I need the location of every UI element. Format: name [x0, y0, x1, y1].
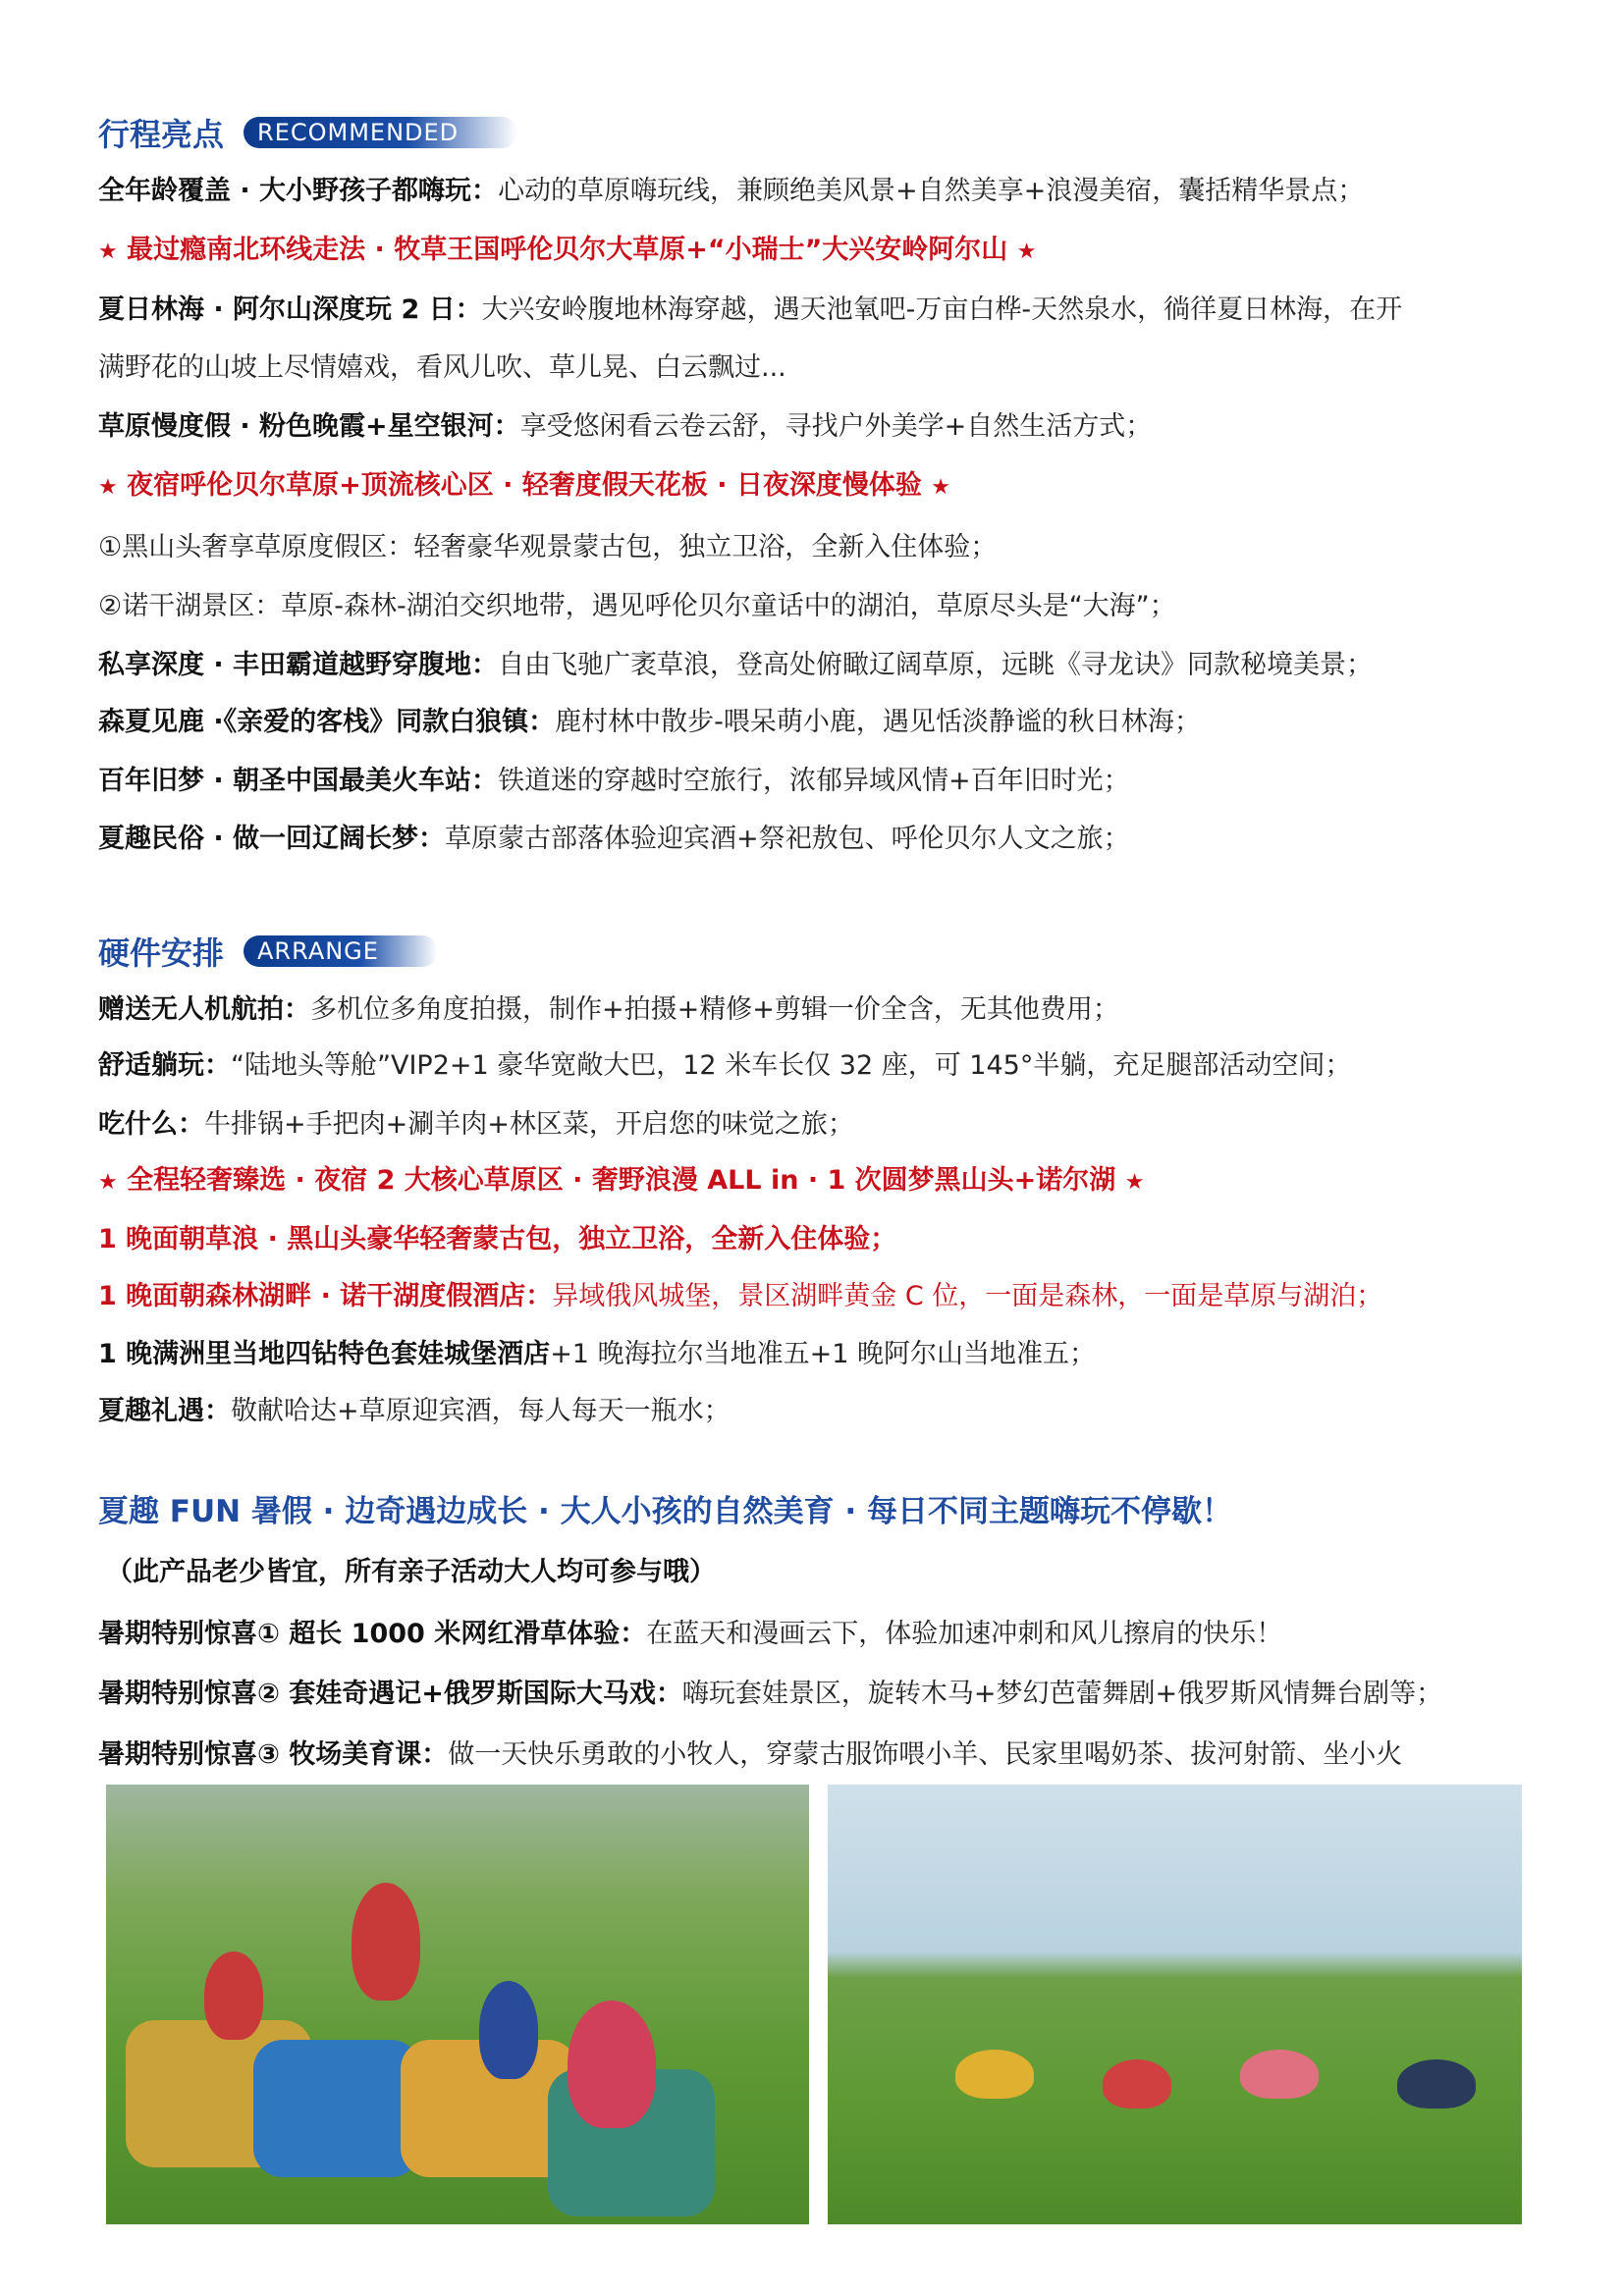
- line-lead: 1 晚满洲里当地四钻特色套娃城堡酒店: [98, 1339, 551, 1369]
- line-text: 1 晚面朝草浪 · 黑山头豪华轻奢蒙古包，独立卫浴，全新入住体验；: [98, 1224, 897, 1255]
- summer-line: [98, 1675, 1442, 1714]
- highlight-line: [98, 172, 1364, 211]
- line-lead: 赠送无人机航拍：: [98, 994, 310, 1025]
- highlight-line: [98, 646, 1373, 685]
- line-lead: 百年旧梦 · 朝圣中国最美火车站：: [98, 766, 499, 796]
- highlight-line: [98, 291, 1402, 330]
- line-text: 嗨玩套娃景区，旋转木马+梦幻芭蕾舞剧+俄罗斯风情舞台剧等；: [681, 1679, 1443, 1709]
- summer-heading: 夏趣 FUN 暑假 · 边奇遇边成长 · 大人小孩的自然美育 · 每日不同主题嗨玩不停歇！: [98, 1494, 1232, 1529]
- line-lead: 舒适躺玩：: [98, 1050, 231, 1081]
- line-text: 做一天快乐勇敢的小牧人，穿蒙古服饰喂小羊、民家里喝奶茶、拔河射箭、坐小火: [448, 1739, 1403, 1770]
- section-heading-arrange: [98, 929, 438, 974]
- arrange-line: [98, 1277, 1382, 1316]
- arrange-line: [98, 1392, 731, 1431]
- line-text: 享受悠闲看云卷云舒，寻找户外美学+自然生活方式；: [519, 411, 1153, 442]
- line-text: 铁道迷的穿越时空旅行，浓郁异域风情+百年旧时光；: [498, 766, 1130, 796]
- highlight-line: [98, 587, 1176, 626]
- line-text: +1 晚海拉尔当地准五+1 晚阿尔山当地准五；: [550, 1339, 1096, 1369]
- line-text: 敬献哈达+草原迎宾酒，每人每天一瓶水；: [231, 1396, 731, 1426]
- line-text: 自由飞驰广袤草浪，登高处俯瞰辽阔草原，远眺《寻龙诀》同款秘境美景；: [498, 650, 1374, 680]
- photo-kids-on-grassland: [828, 1785, 1522, 2224]
- highlight-line-red: [98, 231, 1036, 272]
- line-text: ①黑山头奢享草原度假区：轻奢豪华观景蒙古包，独立卫浴，全新入住体验；: [98, 532, 998, 562]
- star-icon: ★: [98, 475, 118, 500]
- highlight-line: [98, 762, 1130, 801]
- line-text: 满野花的山坡上尽情嬉戏，看风儿吹、草儿晃、白云飘过...: [98, 352, 786, 383]
- highlight-line: [98, 348, 786, 388]
- line-text: ②诺干湖景区：草原-森林-湖泊交织地带，遇见呼伦贝尔童话中的湖泊，草原尽头是“大海”；: [98, 591, 1176, 621]
- arrange-line: [98, 1105, 854, 1145]
- line-lead: 夏趣礼遇：: [98, 1396, 231, 1426]
- star-icon: ★: [1016, 240, 1037, 264]
- line-lead: 吃什么：: [98, 1109, 204, 1140]
- summer-line: [98, 1735, 1402, 1775]
- star-icon: ★: [98, 240, 118, 264]
- star-icon: ★: [1124, 1170, 1145, 1195]
- line-lead: 全年龄覆盖 · 大小野孩子都嗨玩：: [98, 176, 499, 206]
- line-text: 夜宿呼伦贝尔草原+顶流核心区 · 轻奢度假天花板 · 日夜深度慢体验: [127, 470, 922, 501]
- line-text: 异域俄风城堡，景区湖畔黄金 C 位，一面是森林，一面是草原与湖泊；: [552, 1281, 1383, 1311]
- arrange-line: [98, 1046, 1351, 1086]
- line-lead: 暑期特别惊喜① 超长 1000 米网红滑草体验：: [98, 1619, 647, 1649]
- line-lead: 夏趣民俗 · 做一回辽阔长梦：: [98, 824, 446, 854]
- highlight-line-red: [98, 466, 950, 507]
- line-text: 全程轻奢臻选 · 夜宿 2 大核心草原区 · 奢野浪漫 ALL in · 1 次圆梦黑山头+诺尔湖: [127, 1165, 1116, 1196]
- line-lead: 私享深度 · 丰田霸道越野穿腹地：: [98, 650, 499, 680]
- line-text: 草原蒙古部落体验迎宾酒+祭祀敖包、呼伦贝尔人文之旅；: [445, 824, 1130, 854]
- highlight-line: [98, 820, 1130, 859]
- star-icon: ★: [98, 1170, 118, 1195]
- line-text: “陆地头等舱”VIP2+1 豪华宽敞大巴，12 米车长仅 32 座，可 145°半躺，充足腿部活动空间；: [231, 1050, 1352, 1081]
- line-text: 最过瘾南北环线走法 · 牧草王国呼伦贝尔大草原+“小瑞士”大兴安岭阿尔山: [127, 235, 1008, 265]
- line-lead: 1 晚面朝森林湖畔 · 诺干湖度假酒店：: [98, 1281, 553, 1311]
- line-lead: 森夏见鹿 ·《亲爱的客栈》同款白狼镇：: [98, 707, 556, 737]
- arrange-line: [98, 990, 1119, 1030]
- line-text: 在蓝天和漫画云下，体验加速冲刺和风儿擦肩的快乐！: [646, 1619, 1283, 1649]
- highlight-line: [98, 407, 1152, 447]
- highlight-line: [98, 528, 997, 567]
- arrange-line-red: [98, 1161, 1144, 1202]
- line-lead: 夏日林海 · 阿尔山深度玩 2 日：: [98, 294, 482, 325]
- line-lead: 暑期特别惊喜③ 牧场美育课：: [98, 1739, 449, 1770]
- arrange-line: [98, 1335, 1096, 1374]
- star-icon: ★: [931, 475, 951, 500]
- line-lead: 草原慢度假 · 粉色晚霞+星空银河：: [98, 411, 520, 442]
- photo-kids-barrel-train: [106, 1785, 809, 2224]
- line-text: 心动的草原嗨玩线，兼顾绝美风景+自然美享+浪漫美宿，囊括精华景点；: [498, 176, 1365, 206]
- line-lead: 暑期特别惊喜② 套娃奇遇记+俄罗斯国际大马戏：: [98, 1679, 682, 1709]
- line-text: 鹿村林中散步-喂呆萌小鹿，遇见恬淡静谧的秋日林海；: [555, 707, 1201, 737]
- line-text: 多机位多角度拍摄，制作+拍摄+精修+剪辑一价全含，无其他费用；: [310, 994, 1119, 1025]
- section-heading-highlights: [98, 110, 517, 155]
- highlight-line: [98, 703, 1201, 742]
- section-tag: ARRANGE: [244, 935, 438, 967]
- line-text: 大兴安岭腹地林海穿越，遇天池氧吧-万亩白桦-天然泉水，徜徉夏日林海，在开: [481, 294, 1403, 325]
- section-title: 硬件安排: [98, 934, 225, 972]
- summer-line: [98, 1615, 1282, 1654]
- summer-note: （此产品老少皆宜，所有亲子活动大人均可参与哦）: [106, 1557, 716, 1587]
- section-title: 行程亮点: [98, 116, 225, 153]
- section-tag: RECOMMENDED: [244, 117, 517, 148]
- arrange-line-red: [98, 1220, 896, 1259]
- line-text: 牛排锅+手把肉+涮羊肉+林区菜，开启您的味觉之旅；: [204, 1109, 854, 1140]
